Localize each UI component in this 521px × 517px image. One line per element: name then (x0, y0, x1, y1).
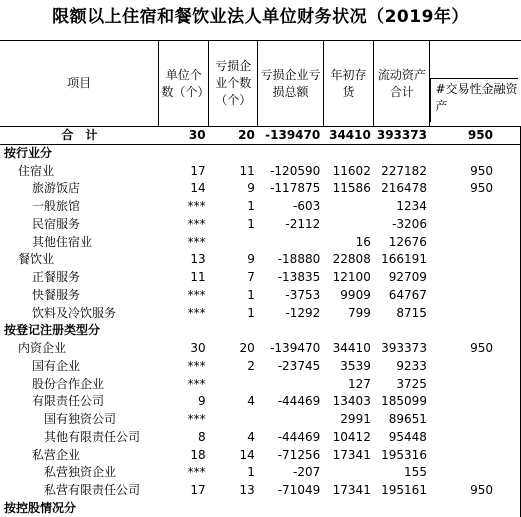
cell-units: 17 (159, 482, 209, 500)
table-row (0, 287, 521, 305)
cell-trading_assets (430, 198, 496, 216)
table-row (0, 411, 521, 429)
cell-units: 11 (159, 269, 209, 287)
row-label: 国有独资公司 (0, 411, 159, 429)
row-label: 按行业分 (0, 145, 159, 163)
cell-current_assets: 227182 (374, 162, 430, 180)
cell-units: 8 (159, 429, 209, 447)
cell-inventory: 17341 (323, 446, 374, 464)
cell-inventory (323, 216, 374, 234)
cell-units: *** (159, 375, 209, 393)
table-row (0, 251, 521, 269)
header-row (0, 41, 521, 127)
cell-inventory: 12100 (323, 269, 374, 287)
cell-current_assets (374, 322, 430, 340)
row-label: 快餐服务 (0, 287, 159, 305)
cell-trading_assets (430, 233, 496, 251)
row-end-cell (496, 233, 521, 251)
cell-current_assets: 95448 (374, 429, 430, 447)
cell-inventory: 127 (323, 375, 374, 393)
row-end-cell (496, 180, 521, 198)
cell-trading_assets (430, 287, 496, 305)
cell-loss_units (209, 411, 258, 429)
cell-inventory (323, 500, 374, 517)
row-end-cell (496, 251, 521, 269)
cell-loss_total: -1292 (258, 304, 323, 322)
cell-inventory: 13403 (323, 393, 374, 411)
cell-current_assets: 12676 (374, 233, 430, 251)
row-end-cell (496, 482, 521, 500)
cell-loss_units: 1 (209, 287, 258, 305)
row-label: 旅游饭店 (0, 180, 159, 198)
row-end-cell (496, 375, 521, 393)
cell-inventory: 34410 (323, 340, 374, 358)
cell-inventory: 9909 (323, 287, 374, 305)
row-label: 住宿业 (0, 162, 159, 180)
cell-current_assets: 3725 (374, 375, 430, 393)
row-label: 民宿服务 (0, 216, 159, 234)
cell-loss_total: -71256 (258, 446, 323, 464)
table-row (0, 216, 521, 234)
cell-units (159, 500, 209, 517)
cell-current_assets: 195161 (374, 482, 430, 500)
cell-loss_total: -207 (258, 464, 323, 482)
cell-loss_total: -44469 (258, 429, 323, 447)
cell-units: *** (159, 358, 209, 376)
header-current-assets: 流动资产合计 (374, 41, 430, 127)
table-row (0, 482, 521, 500)
table-row (0, 340, 521, 358)
cell-loss_total: -18880 (258, 251, 323, 269)
table-row (0, 464, 521, 482)
cell-trading_assets (430, 269, 496, 287)
table-row (0, 162, 521, 180)
table-row (0, 393, 521, 411)
row-end-cell (496, 358, 521, 376)
finance-table (0, 40, 521, 517)
cell-units: *** (159, 198, 209, 216)
cell-loss_total (258, 322, 323, 340)
cell-units: 9 (159, 393, 209, 411)
cell-units: 30 (159, 127, 209, 145)
row-end-cell (496, 500, 521, 517)
cell-loss_units: 20 (209, 127, 258, 145)
cell-current_assets: 195316 (374, 446, 430, 464)
row-label: 国有企业 (0, 358, 159, 376)
cell-current_assets: 89651 (374, 411, 430, 429)
cell-trading_assets (430, 429, 496, 447)
cell-inventory (323, 145, 374, 163)
row-end-cell (496, 340, 521, 358)
cell-units: 30 (159, 340, 209, 358)
cell-trading_assets: 950 (430, 162, 496, 180)
cell-inventory: 16 (323, 233, 374, 251)
row-end-cell (496, 446, 521, 464)
cell-current_assets: 393373 (374, 127, 430, 145)
cell-trading_assets: 950 (430, 482, 496, 500)
cell-loss_units: 4 (209, 393, 258, 411)
cell-inventory (323, 322, 374, 340)
row-label: 私营独资企业 (0, 464, 159, 482)
row-end-cell (496, 145, 521, 163)
cell-loss_total (258, 375, 323, 393)
cell-inventory: 11586 (323, 180, 374, 198)
cell-units: *** (159, 464, 209, 482)
cell-loss_units (209, 500, 258, 517)
row-label: 其他有限责任公司 (0, 429, 159, 447)
cell-loss_units: 4 (209, 429, 258, 447)
cell-loss_total: -139470 (258, 127, 323, 145)
cell-loss_units: 14 (209, 446, 258, 464)
row-label: 合 计 (0, 127, 159, 145)
row-end-cell (496, 127, 521, 145)
cell-loss_units: 1 (209, 216, 258, 234)
cell-units: 13 (159, 251, 209, 269)
table-row (0, 500, 521, 517)
cell-trading_assets (430, 322, 496, 340)
table-row (0, 375, 521, 393)
row-label: 餐饮业 (0, 251, 159, 269)
row-label: 内资企业 (0, 340, 159, 358)
cell-inventory: 10412 (323, 429, 374, 447)
table-title: 限额以上住宿和餐饮业法人单位财务状况（2019年） (0, 0, 521, 38)
row-label: 私营企业 (0, 446, 159, 464)
cell-units (159, 322, 209, 340)
cell-trading_assets: 950 (430, 180, 496, 198)
cell-loss_total (258, 411, 323, 429)
cell-units: *** (159, 216, 209, 234)
header-inventory: 年初存货 (323, 41, 374, 127)
cell-loss_total: -139470 (258, 340, 323, 358)
row-label: 私营有限责任公司 (0, 482, 159, 500)
cell-current_assets: 155 (374, 464, 430, 482)
row-label: 饮料及冷饮服务 (0, 304, 159, 322)
table-row (0, 145, 521, 163)
cell-loss_total (258, 233, 323, 251)
table-row (0, 180, 521, 198)
cell-units: *** (159, 287, 209, 305)
cell-loss_units: 7 (209, 269, 258, 287)
cell-trading_assets (430, 251, 496, 269)
table-row (0, 358, 521, 376)
cell-current_assets: 9233 (374, 358, 430, 376)
cell-current_assets (374, 500, 430, 517)
row-end-cell (496, 304, 521, 322)
header-loss-total: 亏损企业亏损总额 (258, 41, 323, 127)
cell-loss_units: 9 (209, 180, 258, 198)
cell-current_assets: 393373 (374, 340, 430, 358)
table-row (0, 233, 521, 251)
table-row (0, 446, 521, 464)
table-row (0, 429, 521, 447)
cell-trading_assets: 950 (430, 340, 496, 358)
cell-inventory: 22808 (323, 251, 374, 269)
row-end-cell (496, 216, 521, 234)
cell-loss_units: 20 (209, 340, 258, 358)
cell-loss_total: -117875 (258, 180, 323, 198)
row-end-cell (496, 162, 521, 180)
row-label: 按控股情况分 (0, 500, 159, 517)
cell-loss_total: -23745 (258, 358, 323, 376)
cell-current_assets: 1234 (374, 198, 430, 216)
table-row (0, 269, 521, 287)
row-end-cell (496, 322, 521, 340)
cell-loss_units: 11 (209, 162, 258, 180)
cell-inventory (323, 464, 374, 482)
cell-current_assets: 92709 (374, 269, 430, 287)
cell-loss_total: -71049 (258, 482, 323, 500)
cell-inventory: 17341 (323, 482, 374, 500)
row-end-cell (496, 464, 521, 482)
cell-units: *** (159, 304, 209, 322)
table-row (0, 322, 521, 340)
cell-loss_total: -120590 (258, 162, 323, 180)
row-label: 其他住宿业 (0, 233, 159, 251)
cell-trading_assets (430, 464, 496, 482)
cell-trading_assets (430, 500, 496, 517)
cell-loss_units (209, 322, 258, 340)
row-end-cell (496, 198, 521, 216)
table-row (0, 127, 521, 145)
cell-trading_assets (430, 393, 496, 411)
cell-inventory: 34410 (323, 127, 374, 145)
row-end-cell (496, 411, 521, 429)
row-label: 按登记注册类型分 (0, 322, 159, 340)
row-label: 有限责任公司 (0, 393, 159, 411)
cell-loss_total: -2112 (258, 216, 323, 234)
cell-trading_assets (430, 216, 496, 234)
cell-inventory: 11602 (323, 162, 374, 180)
cell-loss_units: 9 (209, 251, 258, 269)
row-end-cell (496, 393, 521, 411)
cell-loss_total (258, 500, 323, 517)
cell-trading_assets (430, 358, 496, 376)
cell-loss_total: -44469 (258, 393, 323, 411)
cell-current_assets: 185099 (374, 393, 430, 411)
cell-loss_units: 13 (209, 482, 258, 500)
cell-current_assets: 64767 (374, 287, 430, 305)
table-row (0, 198, 521, 216)
header-loss-units: 亏损企业个数（个） (209, 41, 258, 127)
row-end-cell (496, 287, 521, 305)
cell-trading_assets: 950 (430, 127, 496, 145)
cell-loss_units (209, 233, 258, 251)
cell-loss_units: 1 (209, 464, 258, 482)
cell-current_assets: 166191 (374, 251, 430, 269)
cell-current_assets: 8715 (374, 304, 430, 322)
cell-loss_units: 1 (209, 304, 258, 322)
header-units: 单位个数（个） (159, 41, 209, 127)
cell-loss_units: 2 (209, 358, 258, 376)
cell-trading_assets (430, 411, 496, 429)
cell-loss_units (209, 375, 258, 393)
header-trading-assets: #交易性金融资产 (430, 41, 521, 127)
cell-loss_total: -3753 (258, 287, 323, 305)
cell-current_assets: -3206 (374, 216, 430, 234)
cell-loss_units: 1 (209, 198, 258, 216)
cell-units: 18 (159, 446, 209, 464)
cell-trading_assets (430, 304, 496, 322)
cell-trading_assets (430, 446, 496, 464)
row-label: 股份合作企业 (0, 375, 159, 393)
cell-loss_total: -603 (258, 198, 323, 216)
cell-current_assets: 216478 (374, 180, 430, 198)
cell-loss_total (258, 145, 323, 163)
cell-current_assets (374, 145, 430, 163)
cell-trading_assets (430, 145, 496, 163)
row-end-cell (496, 429, 521, 447)
row-label: 正餐服务 (0, 269, 159, 287)
cell-units: 17 (159, 162, 209, 180)
cell-inventory: 3539 (323, 358, 374, 376)
cell-units (159, 145, 209, 163)
cell-inventory (323, 198, 374, 216)
cell-inventory: 2991 (323, 411, 374, 429)
cell-units: *** (159, 411, 209, 429)
cell-units: 14 (159, 180, 209, 198)
cell-inventory: 799 (323, 304, 374, 322)
cell-trading_assets (430, 375, 496, 393)
row-end-cell (496, 269, 521, 287)
cell-loss_units (209, 145, 258, 163)
table-row (0, 304, 521, 322)
row-label: 一般旅馆 (0, 198, 159, 216)
cell-loss_total: -13835 (258, 269, 323, 287)
header-item: 项目 (0, 41, 159, 127)
cell-units: *** (159, 233, 209, 251)
